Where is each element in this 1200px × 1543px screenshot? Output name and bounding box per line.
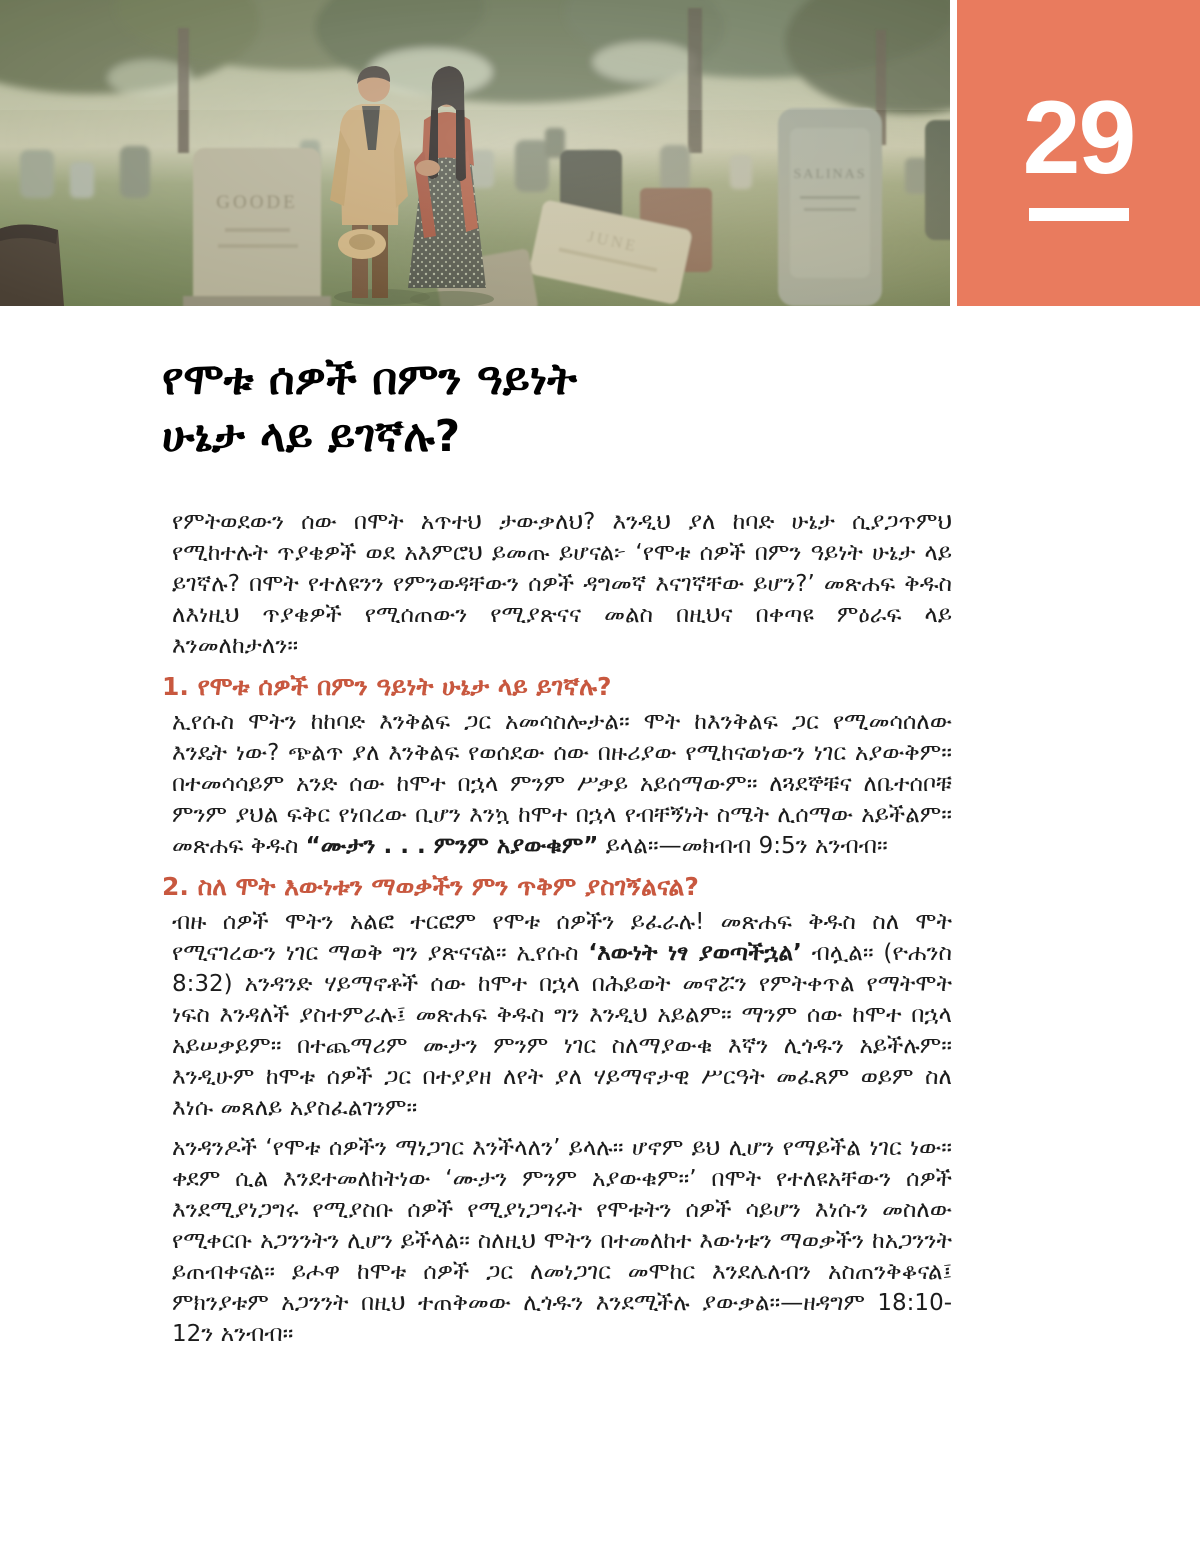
page-title-line1: የሞቱ ሰዎች በምን ዓይነት bbox=[162, 354, 577, 405]
section-paragraph: ኢየሱስ ሞትን ከከባድ እንቅልፍ ጋር አመሳስሎታል። ሞት ከእንቅልፍ ጋር የሚመሳሰለው እንዴት ነው? ጭልጥ ያለ እንቅልፍ የወሰደው ሰው በዙሪያው የሚከናወነውን ነገር አያውቅም። በተመሳሳይም አንድ ሰው ከሞተ በኋላ ምንም ሥቃይ አይሰማውም። ለጓደኞቹና ለቤተሰቦቹ ምንም ያህል ፍቅር የነበረው ቢሆን እንኳ ከሞተ በኋላ የብቸኝነት ስሜት ሊሰማው አይችልም። መጽሐፍ ቅዱስ “ሙታን . . . ምንም አያውቁም” ይላል።—መክብብ 9:5ን አንብብ። bbox=[172, 709, 952, 860]
cemetery-photo bbox=[0, 0, 950, 306]
section-paragraph: ብዙ ሰዎች ሞትን አልፎ ተርፎም የሞቱ ሰዎችን ይፈራሉ! መጽሐፍ ቅዱስ ስለ ሞት የሚናገረውን ነገር ማወቅ ግን ያጽናናል። ኢየሱስ ‘እውነት ነፃ ያወጣችኋል’ ብሏል። (ዮሐንስ 8:32) አንዳንድ ሃይማኖቶች ሰው ከሞተ በኋላ በሕይወት መኖሯን የምትቀጥል የማትሞት ነፍስ እንዳለች ያስተምራሉ፤ መጽሐፍ ቅዱስ ግን እንዲህ አይልም። ማንም ሰው ከሞተ በኋላ አይሠቃይም። በተጨማሪም ሙታን ምንም ነገር ስለማያውቁ እኛን ሊጎዱን አይችሉም። እንዲሁም ከሞቱ ሰዎች ጋር በተያያዘ ለየት ያለ ሃይማኖታዊ ሥርዓት መፈጸም ወይም ስለ እነሱ መጸለይ አያስፈልገንም። bbox=[172, 909, 953, 1122]
lesson-number: 29 bbox=[1022, 79, 1135, 196]
section-heading: 2. ስለ ሞት እውነቱን ማወቃችን ምን ጥቅም ያስገኝልናል? bbox=[162, 872, 699, 902]
intro-paragraph: የምትወደውን ሰው በሞት አጥተህ ታውቃለህ? እንዲህ ያለ ከባድ ሁኔታ ሲያጋጥምህ የሚከተሉት ጥያቄዎች ወደ አእምሮህ ይመጡ ይሆናል፦ ‘የሞቱ ሰዎች በምን ዓይነት ሁኔታ ላይ ይገኛሉ? በሞት የተለዩንን የምንወዳቸውን ሰዎች ዳግመኛ እናገኛቸው ይሆን?’ መጽሐፍ ቅዱስ ለእነዚህ ጥያቄዎች የሚሰጠውን የሚያጽናና መልስ በዚህና በቀጣዩ ምዕራፍ ላይ እንመለከታለን። bbox=[172, 509, 952, 660]
sections-container bbox=[162, 671, 952, 1350]
page-title bbox=[162, 351, 952, 465]
page-title-line2: ሁኔታ ላይ ይገኛሉ? bbox=[162, 411, 461, 463]
section-paragraph: አንዳንዶች ‘የሞቱ ሰዎችን ማነጋገር እንችላለን’ ይላሉ። ሆኖም ይህ ሊሆን የማይችል ነገር ነው። ቀደም ሲል እንደተመለከትነው ‘ሙታን ምንም አያውቁም።’ በሞት የተለዩአቸውን ሰዎች እንደሚያነጋግሩ የሚያስቡ ሰዎች የሚያነጋግሩት የሞቱትን ሰዎች ሳይሆን እነሱን መስለው የሚቀርቡ አጋንንትን ሊሆን ይችላል። ስለዚህ ሞትን በተመለከተ እውነቱን ማወቃችን ከአጋንንት ይጠብቀናል። ይሖዋ ከሞቱ ሰዎች ጋር ለመነጋገር መሞከር እንደሌለብን አስጠንቅቆናል፤ ምክንያቱም አጋንንት በዚህ ተጠቅመው ሊጎዱን እንደሚችሉ ያውቃል።—ዘዳግም 18:10-12ን አንብብ። bbox=[172, 1135, 952, 1348]
cemetery-photo-art bbox=[0, 0, 950, 306]
badge-underline bbox=[1029, 208, 1129, 221]
lesson-number-badge bbox=[957, 0, 1200, 306]
article bbox=[162, 351, 952, 1359]
section-heading: 1. የሞቱ ሰዎች በምን ዓይነት ሁኔታ ላይ ይገኛሉ? bbox=[162, 672, 612, 702]
